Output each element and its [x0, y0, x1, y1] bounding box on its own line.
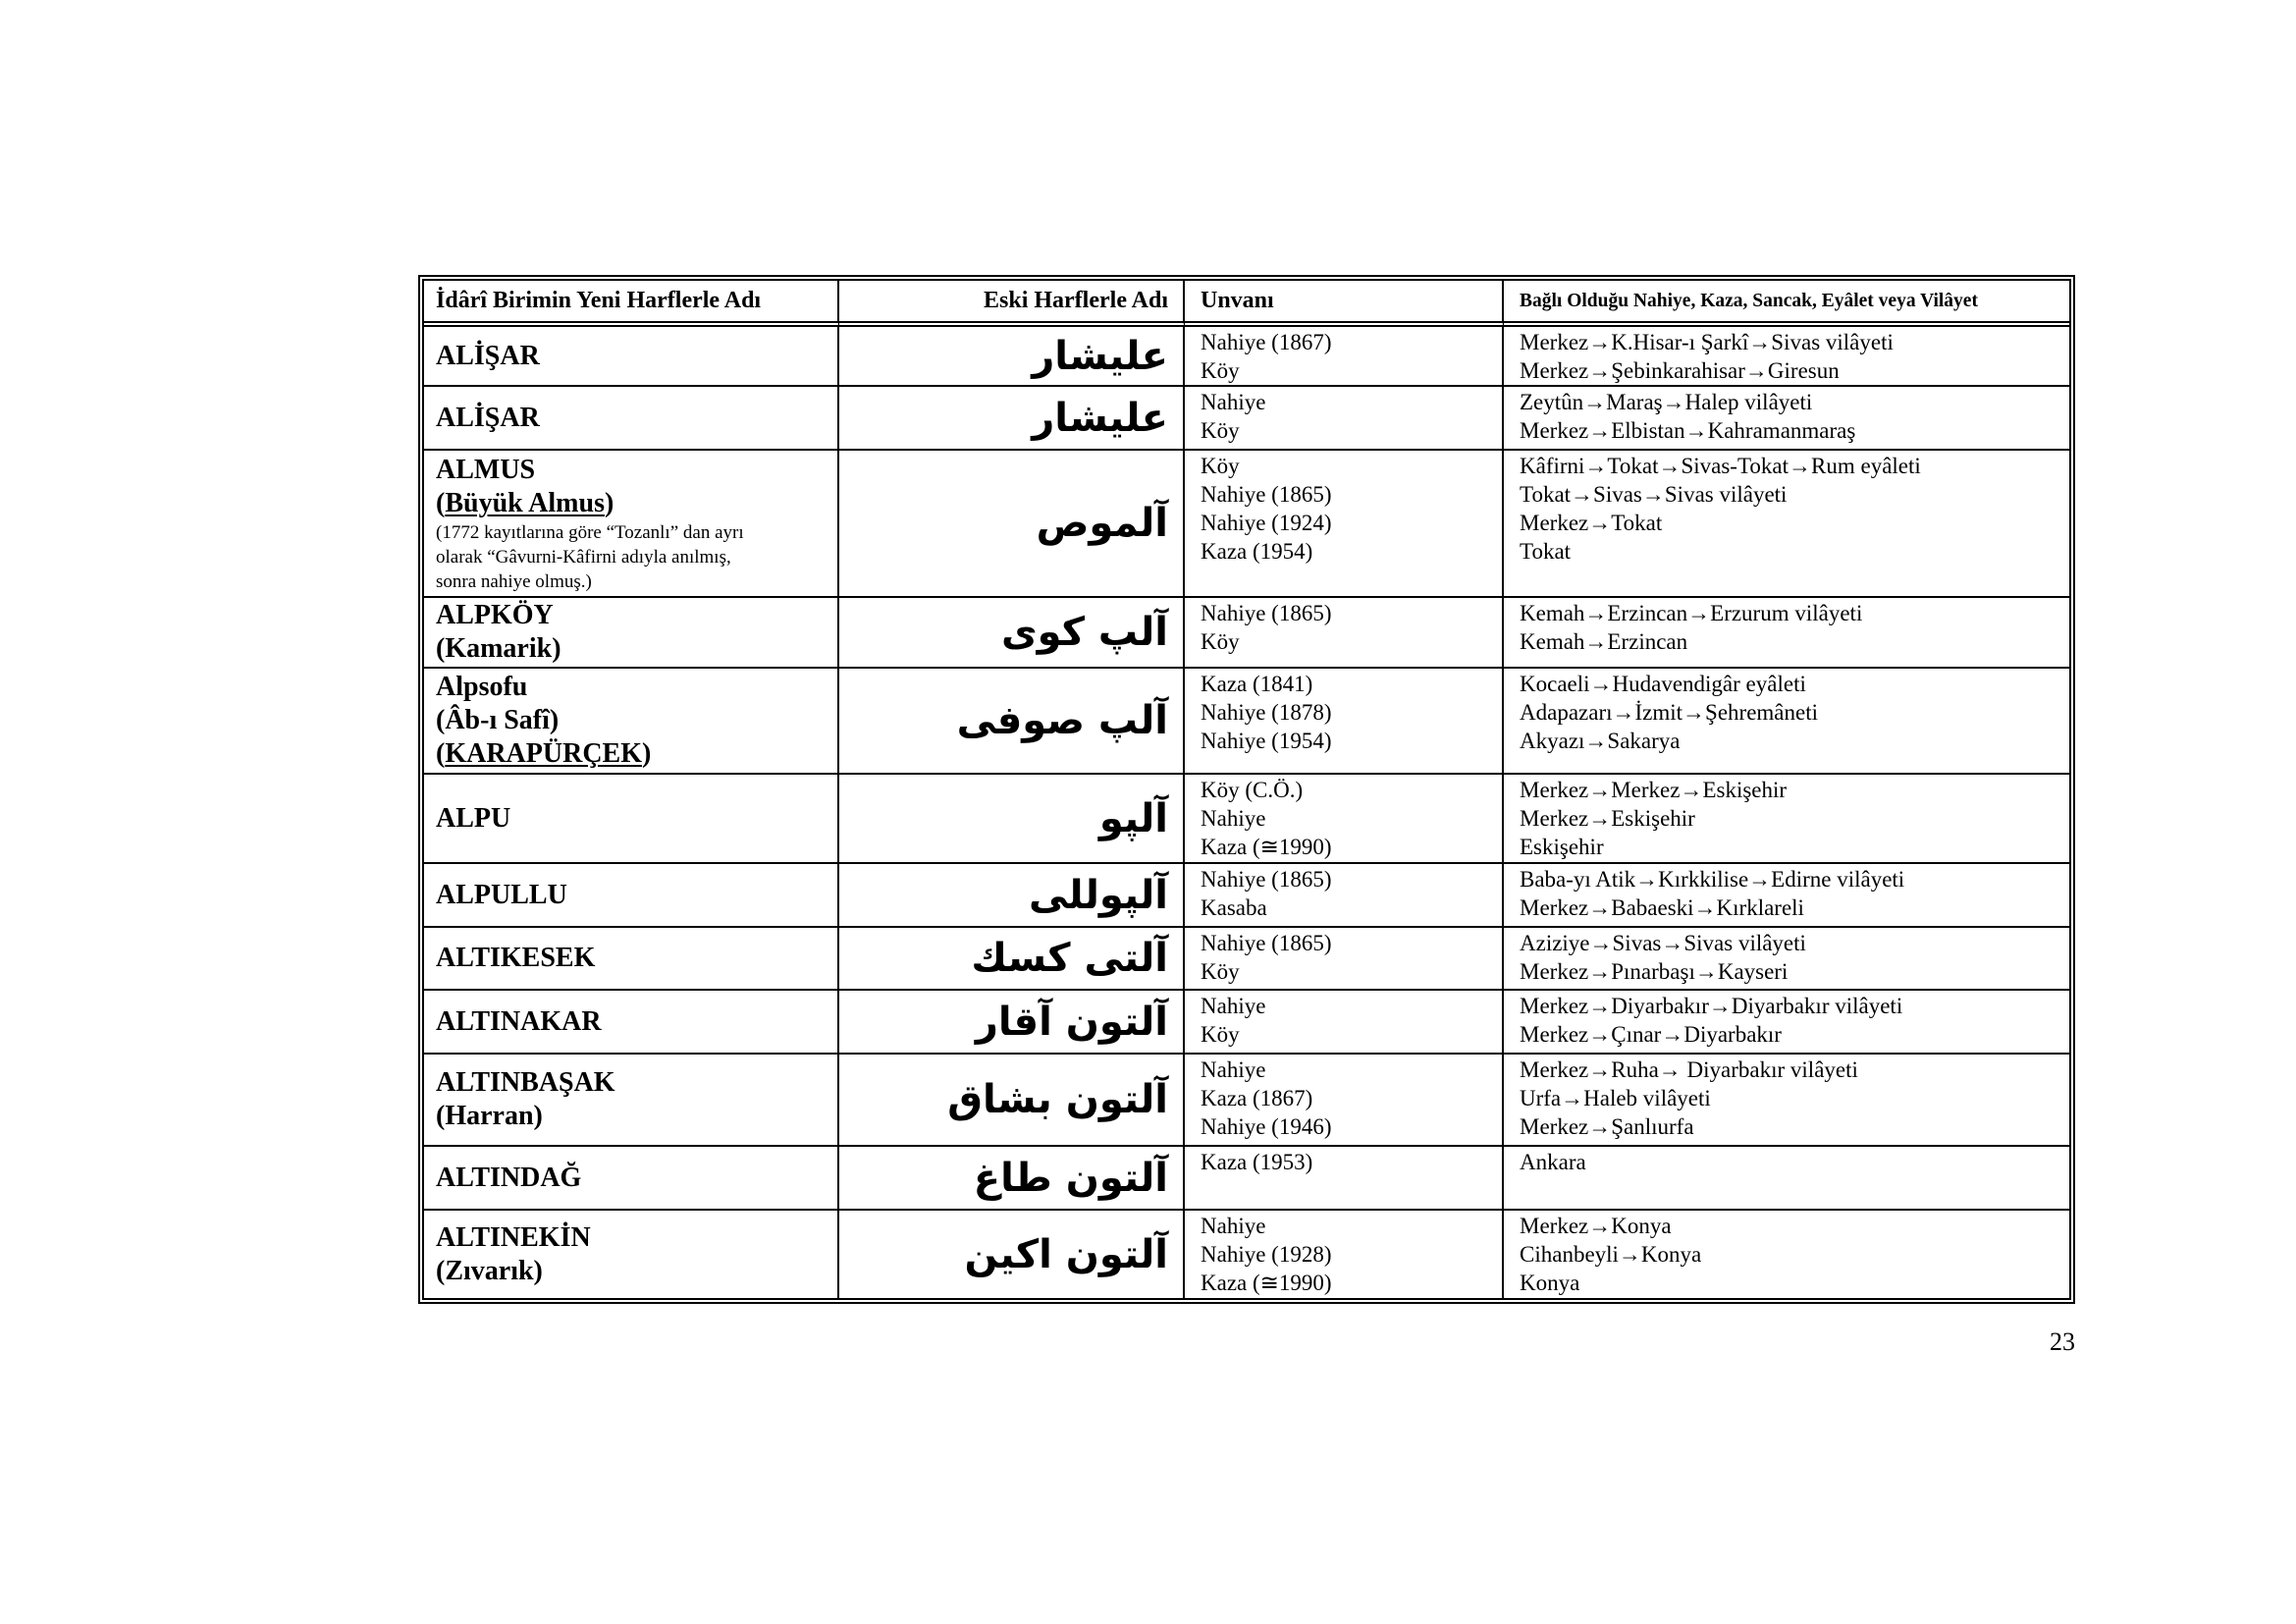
affiliation-line: Tokat→Sivas→Sivas vilâyeti [1520, 482, 1788, 507]
new-name-cell [424, 387, 839, 451]
affiliation-line: Akyazı→Sakarya [1520, 729, 1681, 753]
title-line: Nahiye (1867) [1201, 330, 1332, 354]
affiliation-line: Merkez→Elbistan→Kahramanmaraş [1520, 418, 1856, 443]
alt-name-close: ) [604, 487, 614, 518]
affiliation-cell [1504, 451, 2069, 598]
ottoman-name: عليشار [1032, 333, 1168, 379]
unit-name: ALTINEKİN [436, 1221, 591, 1253]
affiliation-line: Merkez→Diyarbakır→Diyarbakır vilâyeti [1520, 994, 1903, 1018]
alt-name-open: ( [436, 738, 446, 769]
affiliation-cell [1504, 928, 2069, 991]
title-cell [1185, 451, 1504, 598]
affiliation-line: Zeytûn→Maraş→Halep vilâyeti [1520, 390, 1813, 414]
affiliation-line: Baba-yı Atik→Kırkkilise→Edirne vilâyeti [1520, 867, 1905, 892]
unit-note-line: sonra nahiye olmuş.) [436, 570, 592, 592]
title-line: Köy [1201, 454, 1240, 478]
new-name-cell [424, 451, 839, 598]
affiliation-line: Aziziye→Sivas→Sivas vilâyeti [1520, 931, 1806, 955]
affiliation-cell [1504, 1147, 2069, 1211]
unit-alt-name [436, 737, 829, 771]
title-line: Köy [1201, 1022, 1240, 1047]
ottoman-name: آلپو [1098, 795, 1168, 841]
affiliation-cell [1504, 669, 2069, 775]
affiliation-line: Adapazarı→İzmit→Şehremâneti [1520, 700, 1818, 725]
title-line: Nahiye [1201, 994, 1266, 1018]
alt-name-underlined: Büyük Almus [445, 487, 605, 518]
title-cell [1185, 1147, 1504, 1211]
title-cell [1185, 598, 1504, 669]
affiliation-line: Tokat [1520, 539, 1572, 564]
title-cell [1185, 1055, 1504, 1147]
new-name-cell [424, 669, 839, 775]
new-name-cell [424, 991, 839, 1055]
ottoman-name: آلموص [1036, 501, 1168, 546]
table-row [424, 598, 2069, 669]
table-row [424, 991, 2069, 1055]
title-line: Kaza (1954) [1201, 539, 1313, 564]
affiliation-line: Merkez→Şebinkarahisar→Giresun [1520, 358, 1840, 383]
old-name-cell [839, 327, 1185, 387]
new-name-cell [424, 1147, 839, 1211]
title-line: Kaza (1841) [1201, 672, 1313, 696]
alt-name-underlined: KARAPÜRÇEK [445, 738, 642, 769]
affiliation-line: Ankara [1520, 1150, 1586, 1174]
affiliation-line: Urfa→Haleb vilâyeti [1520, 1086, 1711, 1110]
title-line: Nahiye [1201, 806, 1266, 831]
old-name-cell [839, 387, 1185, 451]
alt-name-close: ) [642, 738, 652, 769]
table-row [424, 775, 2069, 864]
title-line: Nahiye (1928) [1201, 1242, 1332, 1267]
affiliation-line: Merkez→Ruha→ Diyarbakır vilâyeti [1520, 1057, 1858, 1082]
alt-name-open: ( [436, 487, 446, 518]
affiliation-line: Merkez→Merkez→Eskişehir [1520, 778, 1788, 802]
title-cell [1185, 387, 1504, 451]
ottoman-name: آلتى كسك [971, 936, 1168, 981]
affiliation-line: Konya [1520, 1271, 1580, 1295]
title-line: Nahiye (1954) [1201, 729, 1332, 753]
ottoman-name: آلپ كوى [1001, 610, 1168, 655]
table-row [424, 864, 2069, 928]
title-line: Nahiye (1878) [1201, 700, 1332, 725]
title-cell [1185, 775, 1504, 864]
ottoman-name: آلپ صوفى [956, 698, 1168, 743]
header-title: Unvanı [1185, 281, 1504, 327]
new-name-cell [424, 598, 839, 669]
affiliation-line: Kemah→Erzincan→Erzurum vilâyeti [1520, 601, 1863, 625]
title-line: Köy (C.Ö.) [1201, 778, 1304, 802]
ottoman-name: عليشار [1032, 395, 1168, 441]
old-name-cell [839, 1147, 1185, 1211]
unit-name: ALPULLU [436, 879, 567, 910]
title-line: Nahiye (1946) [1201, 1114, 1332, 1139]
old-name-cell [839, 775, 1185, 864]
title-line: Nahiye (1865) [1201, 931, 1332, 955]
table-row [424, 669, 2069, 775]
affiliation-line: Merkez→K.Hisar-ı Şarkî→Sivas vilâyeti [1520, 330, 1894, 354]
new-name-cell [424, 1211, 839, 1298]
admin-units-table [418, 275, 2075, 1304]
table-row [424, 387, 2069, 451]
affiliation-line: Merkez→Şanlıurfa [1520, 1114, 1694, 1139]
affiliation-line: Kemah→Erzincan [1520, 629, 1688, 654]
affiliation-line: Cihanbeyli→Konya [1520, 1242, 1702, 1267]
ottoman-name: آلتون بشاق [947, 1077, 1168, 1122]
title-line: Nahiye [1201, 1214, 1266, 1238]
title-cell [1185, 991, 1504, 1055]
title-line: Nahiye (1865) [1201, 482, 1332, 507]
title-line: Nahiye (1865) [1201, 601, 1332, 625]
unit-alt-name [436, 487, 829, 520]
table-row [424, 1055, 2069, 1147]
unit-name: ALTINBAŞAK [436, 1067, 615, 1098]
unit-name: ALİŞAR [436, 402, 540, 433]
title-line: Kaza (≅1990) [1201, 835, 1332, 859]
old-name-cell [839, 669, 1185, 775]
table-row [424, 451, 2069, 598]
ottoman-name: آلتون اكين [964, 1231, 1168, 1277]
unit-name: ALTIKESEK [436, 943, 596, 973]
header-old-name: Eski Harflerle Adı [839, 281, 1185, 327]
unit-name: (Kamarik) [436, 633, 561, 664]
old-name-cell [839, 928, 1185, 991]
old-name-cell [839, 1055, 1185, 1147]
unit-name: (Âb-ı Safî) [436, 705, 560, 735]
title-line: Köy [1201, 959, 1240, 984]
unit-name: (Harran) [436, 1101, 543, 1131]
title-line: Köy [1201, 629, 1240, 654]
ottoman-name: آلپوللى [1029, 872, 1168, 918]
title-line: Köy [1201, 418, 1240, 443]
unit-name: Alpsofu [436, 672, 528, 702]
affiliation-cell [1504, 775, 2069, 864]
header-new-name: İdârî Birimin Yeni Harflerle Adı [424, 281, 839, 327]
unit-name: ALPU [436, 802, 511, 834]
ottoman-name: آلتون آقار [975, 999, 1168, 1045]
new-name-cell [424, 775, 839, 864]
affiliation-line: Merkez→Eskişehir [1520, 806, 1695, 831]
header-affiliation: Bağlı Olduğu Nahiye, Kaza, Sancak, Eyâlet veya Vilâyet [1504, 281, 2069, 327]
affiliation-line: Merkez→Konya [1520, 1214, 1672, 1238]
old-name-cell [839, 991, 1185, 1055]
ottoman-name: آلتون طاغ [973, 1155, 1168, 1201]
affiliation-line: Merkez→Pınarbaşı→Kayseri [1520, 959, 1789, 984]
data-table [424, 281, 2069, 1298]
affiliation-cell [1504, 864, 2069, 928]
affiliation-line: Merkez→Çınar→Diyarbakır [1520, 1022, 1782, 1047]
unit-name: ALPKÖY [436, 600, 554, 630]
new-name-cell [424, 327, 839, 387]
affiliation-cell [1504, 1211, 2069, 1298]
affiliation-cell [1504, 327, 2069, 387]
title-line: Kaza (≅1990) [1201, 1271, 1332, 1295]
unit-note-line: olarak “Gâvurni-Kâfirni adıyla anılmış, [436, 546, 731, 568]
affiliation-cell [1504, 1055, 2069, 1147]
unit-name: ALTINDAĞ [436, 1162, 582, 1193]
unit-name: ALTINAKAR [436, 1005, 602, 1037]
affiliation-cell [1504, 387, 2069, 451]
affiliation-line: Kocaeli→Hudavendigâr eyâleti [1520, 672, 1806, 696]
title-line: Nahiye (1924) [1201, 511, 1332, 535]
affiliation-line: Merkez→Babaeski→Kırklareli [1520, 895, 1804, 920]
title-line: Köy [1201, 358, 1240, 383]
table-row [424, 1211, 2069, 1298]
title-cell [1185, 327, 1504, 387]
old-name-cell [839, 598, 1185, 669]
title-line: Nahiye [1201, 390, 1266, 414]
affiliation-cell [1504, 991, 2069, 1055]
title-cell [1185, 928, 1504, 991]
title-line: Nahiye [1201, 1057, 1266, 1082]
new-name-cell [424, 1055, 839, 1147]
affiliation-line: Eskişehir [1520, 835, 1604, 859]
header-row [424, 281, 2069, 327]
affiliation-line: Kâfirni→Tokat→Sivas-Tokat→Rum eyâleti [1520, 454, 1921, 478]
page-number: 23 [2050, 1327, 2075, 1356]
old-name-cell [839, 451, 1185, 598]
title-cell [1185, 864, 1504, 928]
table-row [424, 1147, 2069, 1211]
table-row [424, 928, 2069, 991]
title-line: Kaza (1953) [1201, 1150, 1313, 1174]
unit-name: ALMUS [436, 454, 536, 485]
unit-note-line: (1772 kayıtlarına göre “Tozanlı” dan ayrı [436, 521, 744, 543]
unit-name: (Zıvarık) [436, 1255, 543, 1286]
title-line: Kaza (1867) [1201, 1086, 1313, 1110]
unit-name: ALİŞAR [436, 340, 540, 371]
affiliation-cell [1504, 598, 2069, 669]
old-name-cell [839, 864, 1185, 928]
title-cell [1185, 1211, 1504, 1298]
old-name-cell [839, 1211, 1185, 1298]
table-row [424, 327, 2069, 387]
title-cell [1185, 669, 1504, 775]
title-line: Nahiye (1865) [1201, 867, 1332, 892]
affiliation-line: Merkez→Tokat [1520, 511, 1663, 535]
new-name-cell [424, 928, 839, 991]
new-name-cell [424, 864, 839, 928]
title-line: Kasaba [1201, 895, 1267, 920]
